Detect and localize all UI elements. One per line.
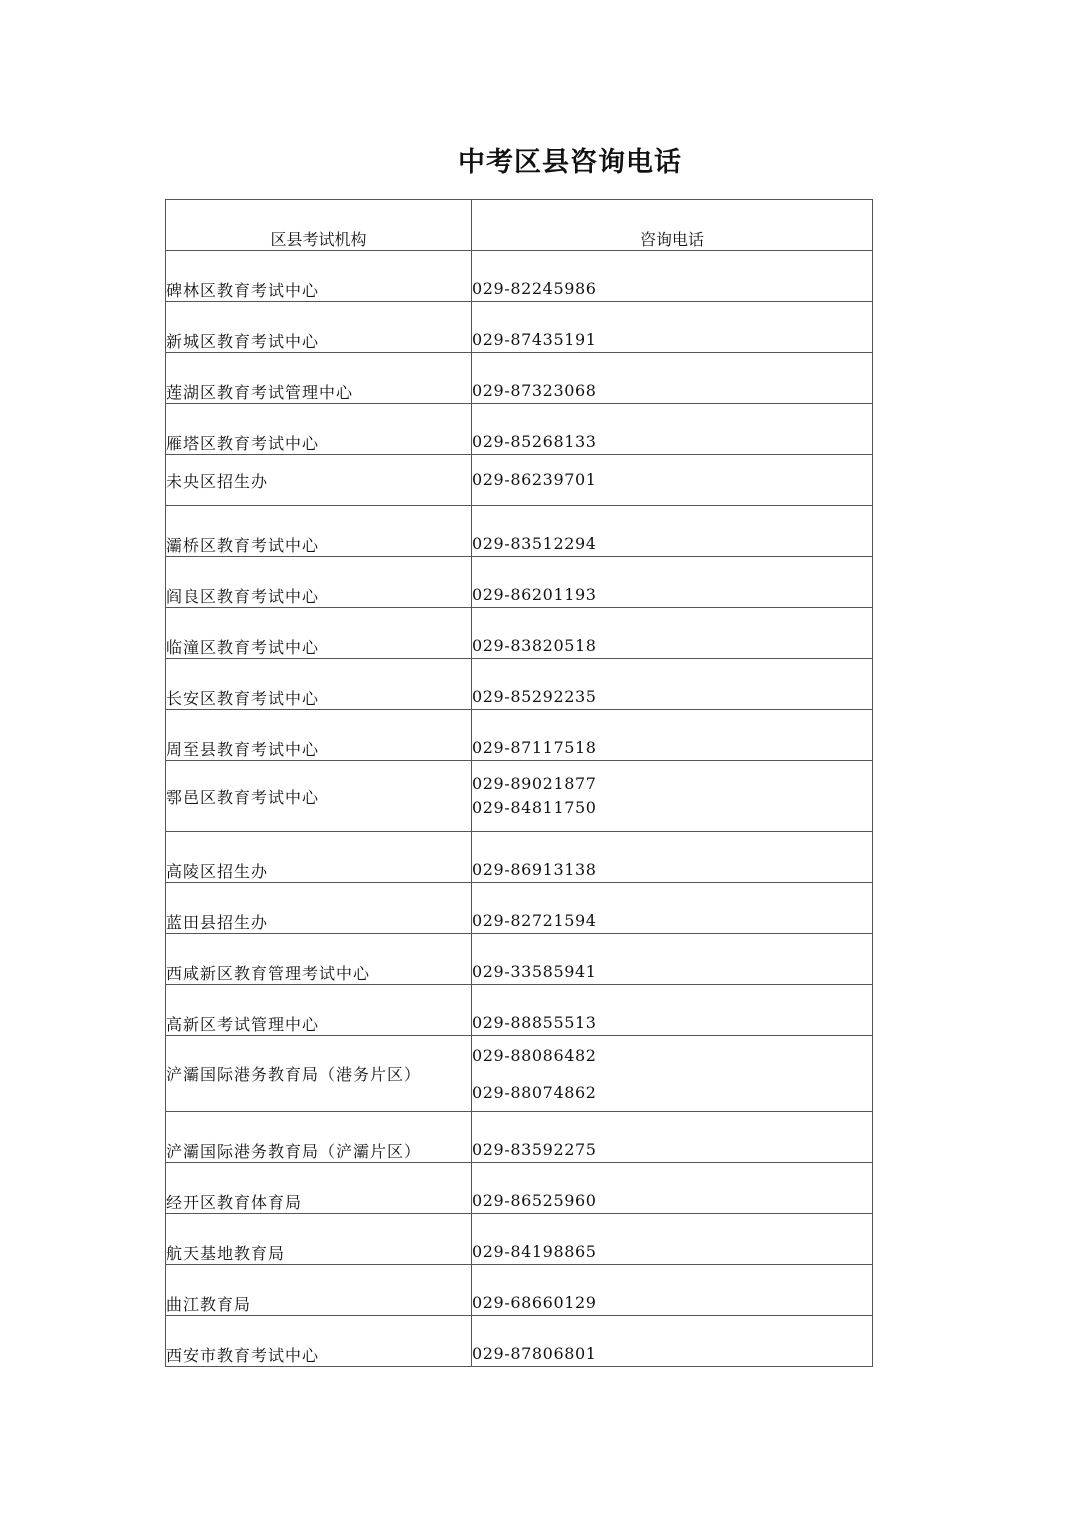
tel-cell — [472, 1316, 873, 1367]
table-row — [166, 883, 873, 934]
org-cell: 浐灞国际港务教育局（浐灞片区） — [166, 1112, 472, 1163]
org-cell: 周至县教育考试中心 — [166, 710, 472, 761]
org-cell: 高陵区招生办 — [166, 832, 472, 883]
table-row — [166, 557, 873, 608]
tel-cell — [472, 302, 873, 353]
table-row — [166, 1112, 873, 1163]
tel-cell — [472, 1036, 873, 1112]
tel-cell — [472, 659, 873, 710]
org-cell: 高新区考试管理中心 — [166, 985, 472, 1036]
org-cell: 莲湖区教育考试管理中心 — [166, 353, 472, 404]
tel-number: 029-68660129 — [472, 1293, 597, 1312]
table-row — [166, 985, 873, 1036]
tel-number: 029-87806801 — [472, 1344, 597, 1363]
table-row — [166, 1036, 873, 1112]
tel-cell — [472, 934, 873, 985]
tel-number: 029-88086482 — [472, 1045, 597, 1065]
tel-cell — [472, 710, 873, 761]
tel-number: 029-82245986 — [472, 279, 597, 298]
table-row — [166, 1163, 873, 1214]
org-cell: 西安市教育考试中心 — [166, 1316, 472, 1367]
tel-number: 029-85268133 — [472, 432, 597, 451]
table-row — [166, 1265, 873, 1316]
tel-number: 029-33585941 — [472, 962, 597, 981]
table-row — [166, 455, 873, 506]
tel-cell — [472, 608, 873, 659]
tel-number: 029-86239701 — [472, 470, 597, 489]
tel-number: 029-87435191 — [472, 330, 597, 349]
tel-number: 029-86525960 — [472, 1191, 597, 1210]
tel-cell — [472, 404, 873, 455]
page-title: 中考区县咨询电话 — [458, 147, 682, 178]
table-row — [166, 1316, 873, 1367]
tel-number: 029-86913138 — [472, 860, 597, 879]
tel-number: 029-84811750 — [472, 798, 597, 817]
table-row — [166, 353, 873, 404]
tel-number: 029-85292235 — [472, 687, 597, 706]
table-row — [166, 404, 873, 455]
org-cell: 灞桥区教育考试中心 — [166, 506, 472, 557]
table-row — [166, 934, 873, 985]
table-row — [166, 761, 873, 832]
table-row — [166, 608, 873, 659]
org-cell: 临潼区教育考试中心 — [166, 608, 472, 659]
tel-number: 029-88074862 — [472, 1082, 597, 1102]
org-cell: 雁塔区教育考试中心 — [166, 404, 472, 455]
tel-cell — [472, 557, 873, 608]
org-cell: 碑林区教育考试中心 — [166, 251, 472, 302]
tel-number: 029-87117518 — [472, 738, 597, 757]
tel-cell — [472, 353, 873, 404]
org-cell: 鄠邑区教育考试中心 — [166, 761, 472, 832]
tel-cell — [472, 832, 873, 883]
tel-number: 029-88855513 — [472, 1013, 597, 1032]
org-cell: 新城区教育考试中心 — [166, 302, 472, 353]
table-body — [166, 251, 873, 1367]
header-org: 区县考试机构 — [166, 200, 472, 251]
org-cell: 未央区招生办 — [166, 455, 472, 506]
org-cell: 航天基地教育局 — [166, 1214, 472, 1265]
table-header-row — [166, 200, 873, 251]
tel-number: 029-87323068 — [472, 381, 597, 400]
table-row — [166, 710, 873, 761]
tel-number: 029-83592275 — [472, 1140, 597, 1159]
tel-cell — [472, 455, 873, 506]
org-cell: 经开区教育体育局 — [166, 1163, 472, 1214]
org-cell: 长安区教育考试中心 — [166, 659, 472, 710]
tel-cell — [472, 1265, 873, 1316]
tel-cell — [472, 506, 873, 557]
org-cell: 阎良区教育考试中心 — [166, 557, 472, 608]
tel-number: 029-84198865 — [472, 1242, 597, 1261]
table-row — [166, 659, 873, 710]
table-row — [166, 506, 873, 557]
org-cell: 浐灞国际港务教育局（港务片区） — [166, 1036, 472, 1112]
table-row — [166, 832, 873, 883]
tel-cell — [472, 761, 873, 832]
tel-cell — [472, 1163, 873, 1214]
tel-cell — [472, 883, 873, 934]
table-row — [166, 302, 873, 353]
tel-number: 029-82721594 — [472, 911, 597, 930]
header-tel: 咨询电话 — [472, 200, 873, 251]
org-cell: 西咸新区教育管理考试中心 — [166, 934, 472, 985]
tel-cell — [472, 1112, 873, 1163]
table-row — [166, 251, 873, 302]
org-cell: 蓝田县招生办 — [166, 883, 472, 934]
table-row — [166, 1214, 873, 1265]
org-cell: 曲江教育局 — [166, 1265, 472, 1316]
tel-number: 029-86201193 — [472, 585, 597, 604]
tel-number: 029-83820518 — [472, 636, 597, 655]
tel-cell — [472, 251, 873, 302]
tel-number: 029-83512294 — [472, 534, 597, 553]
tel-cell — [472, 1214, 873, 1265]
tel-cell — [472, 985, 873, 1036]
tel-number: 029-89021877 — [472, 774, 597, 793]
consult-phone-table — [165, 199, 873, 1367]
